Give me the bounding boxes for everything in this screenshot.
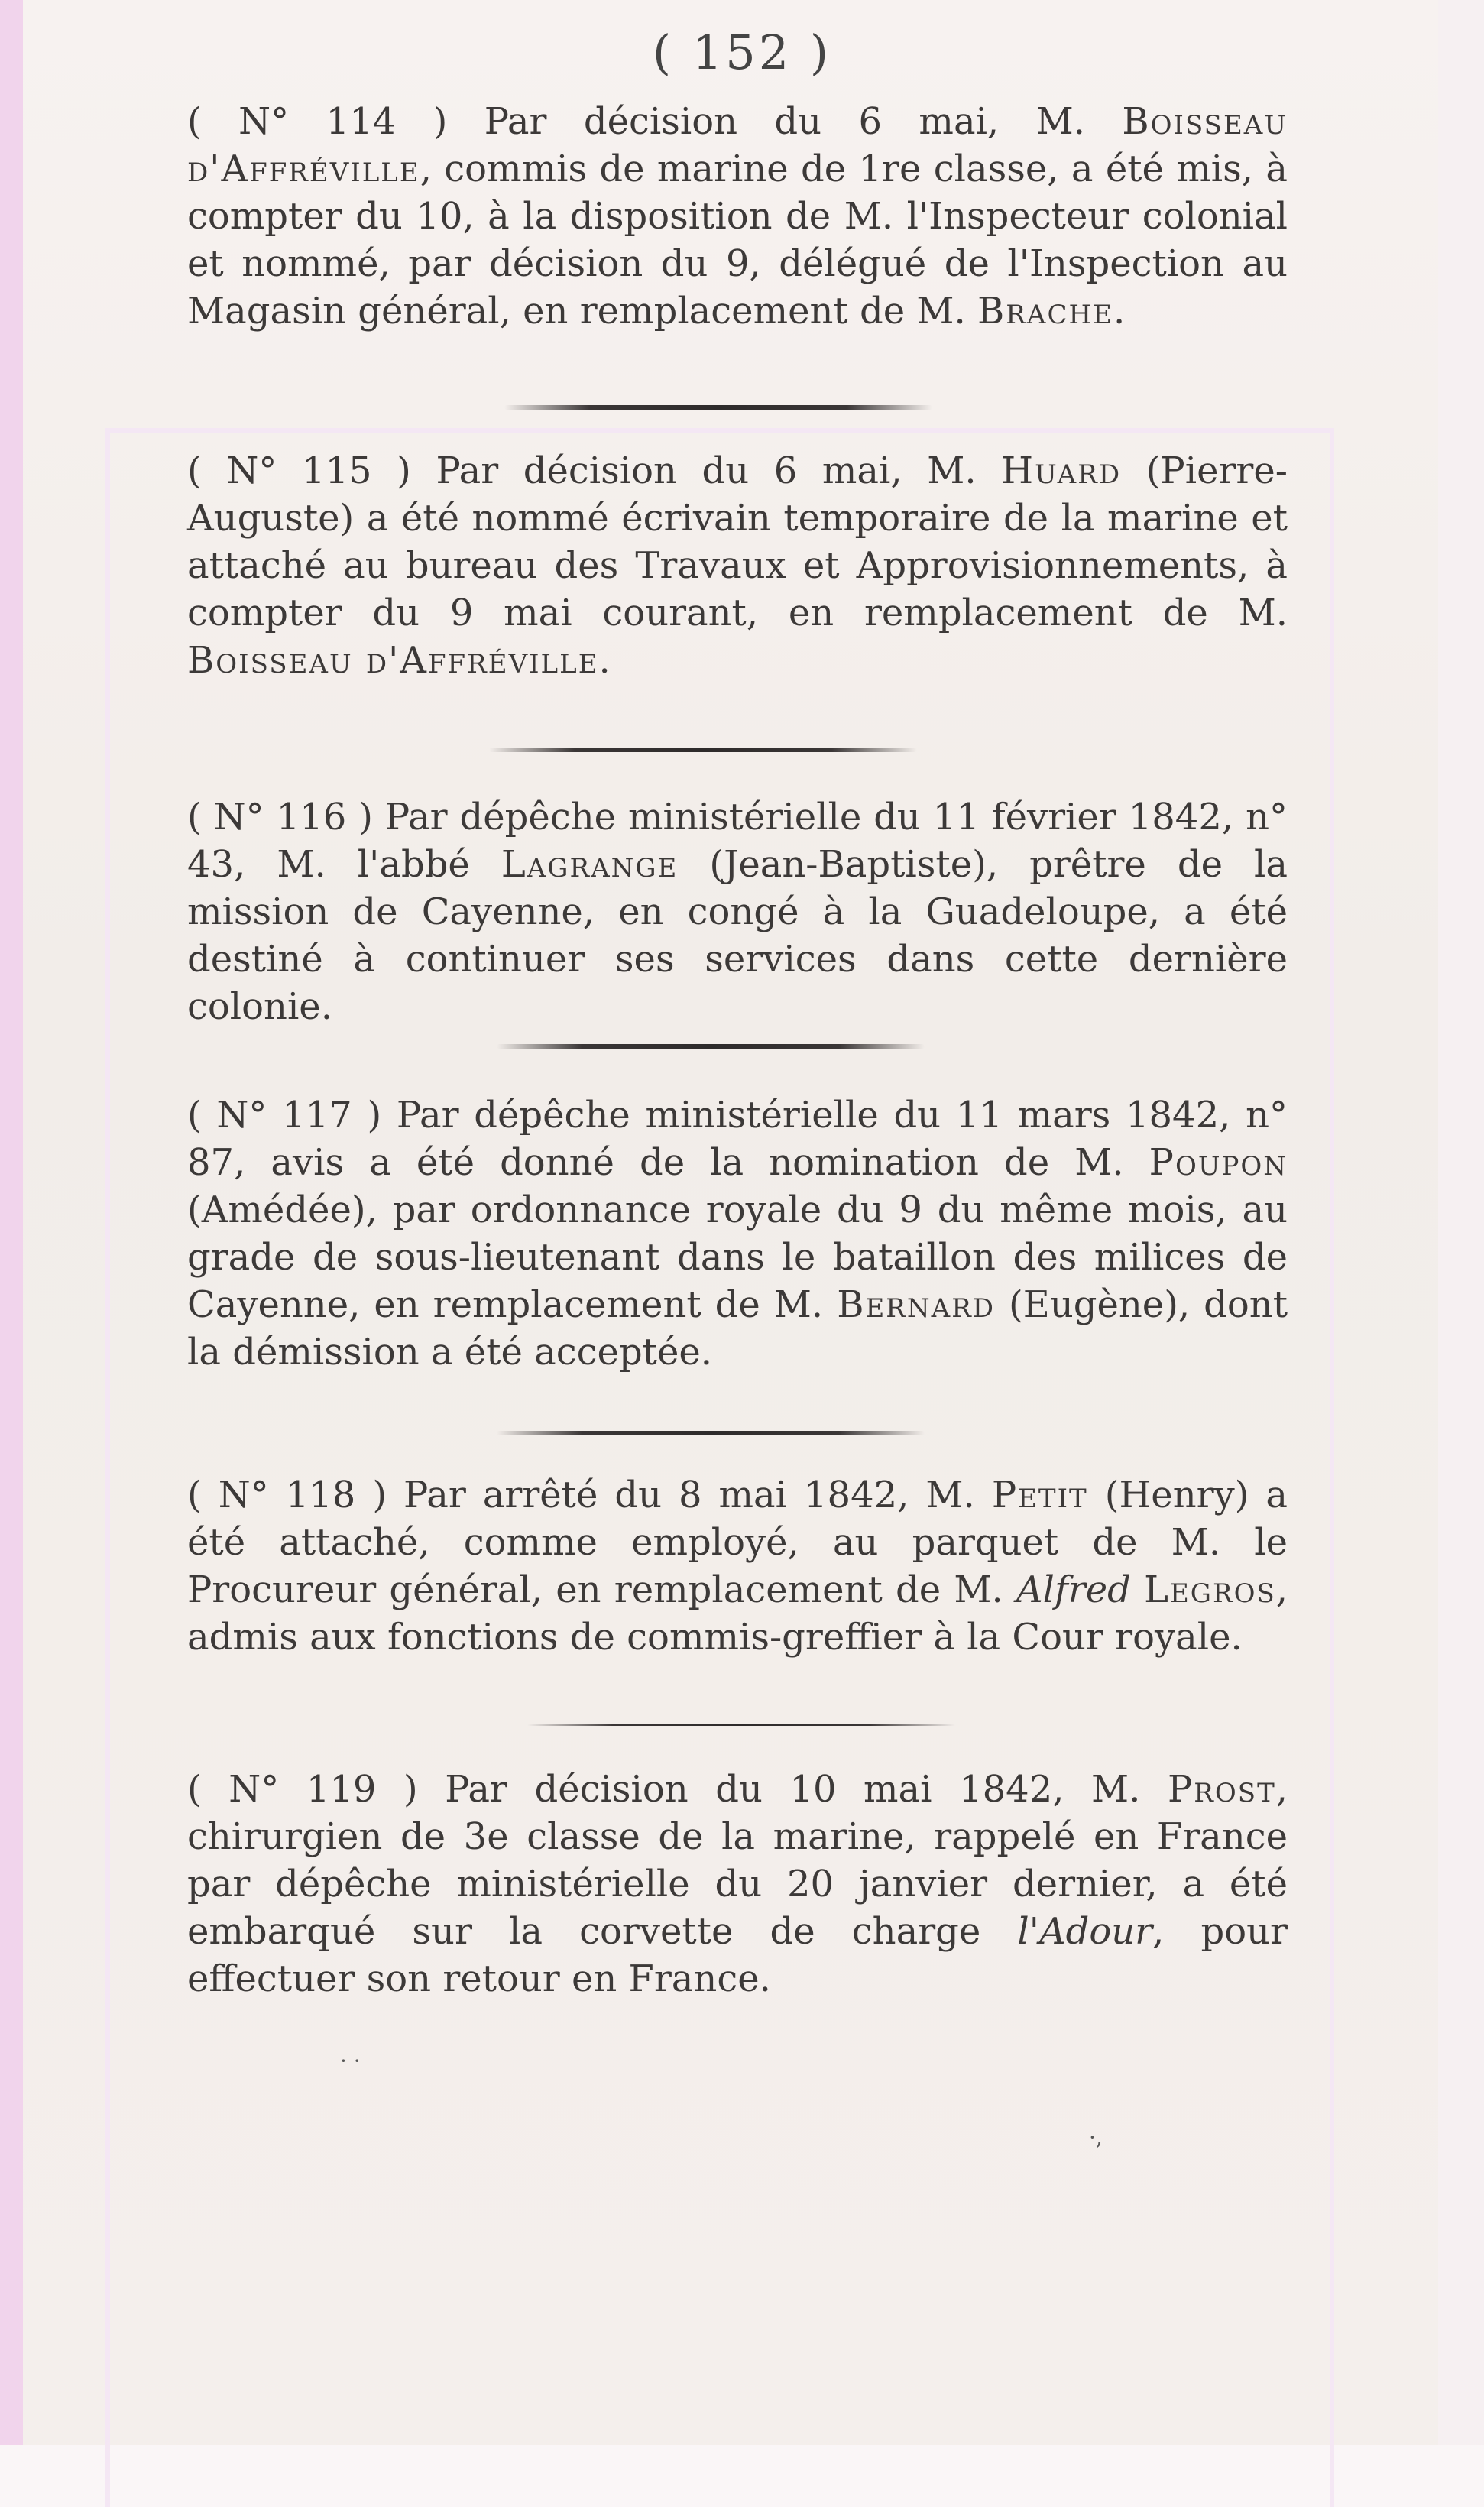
entry-number: ( N° 115 ) — [187, 449, 411, 492]
entry-number: ( N° 116 ) — [187, 796, 373, 838]
entry-text — [187, 1471, 1288, 1661]
ink-speck: · · — [340, 2048, 361, 2074]
entry-number: ( N° 119 ) — [187, 1768, 418, 1811]
person-name: Lagrange — [501, 843, 679, 886]
person-name: Prost — [1168, 1768, 1276, 1811]
entry-number: ( N° 118 ) — [187, 1474, 387, 1516]
person-name: Brache — [977, 290, 1113, 332]
person-name: Huard — [1001, 449, 1122, 492]
entry-segment: , pour effectuer son retour en France. — [187, 1910, 1288, 2000]
scan-frame — [105, 428, 1334, 2507]
person-name: Petit — [991, 1474, 1088, 1516]
italic-text: Alfred — [1016, 1568, 1131, 1611]
entry-text — [187, 98, 1288, 335]
entry-text — [187, 447, 1288, 684]
entry-text — [187, 1091, 1288, 1376]
scan-margin-right — [1438, 0, 1484, 2445]
person-name: Bernard — [837, 1283, 996, 1326]
entry-segment: Par arrêté du 8 mai 1842, M. — [387, 1474, 992, 1516]
entry-number: ( N° 114 ) — [187, 100, 448, 143]
entry-segment: Par décision du 10 mai 1842, M. — [417, 1768, 1168, 1811]
entry-116 — [187, 793, 1288, 1030]
entry-segment: Par dépêche ministérielle du 11 février 1842, n° 43, M. l'abbé — [187, 796, 1288, 886]
entry-115 — [187, 447, 1288, 684]
separator-rule — [497, 1044, 925, 1049]
entry-segment: Par dépêche ministérielle du 11 mars 1842, n° 87, avis a été donné de la nomination de M. — [187, 1094, 1288, 1184]
entry-114 — [187, 98, 1288, 335]
entry-segment: . — [598, 639, 611, 682]
entry-117 — [187, 1091, 1288, 1376]
separator-rule — [489, 748, 917, 752]
entry-segment: . — [1113, 290, 1126, 332]
page-number: ( 152 ) — [652, 24, 832, 80]
entry-segment: , admis aux fonctions de commis-greffier à la Cour royale. — [187, 1568, 1288, 1659]
italic-text: l'Adour — [1017, 1910, 1153, 1953]
entry-119 — [187, 1766, 1288, 2003]
entry-118 — [187, 1471, 1288, 1661]
entry-segment — [1131, 1568, 1144, 1611]
entry-segment: , chirurgien de 3e classe de la marine, rappelé en France par dépêche ministérielle du 20 janvier dernier, a été embarqué sur la corvette de charge — [187, 1768, 1288, 1953]
entry-segment: , commis de marine de 1re classe, a été mis, à compter du 10, à la disposition de M. l'Inspecteur colonial et nommé, par décision du 9, délégué de l'Inspection au Magasin général, en remplacement de M. — [187, 148, 1288, 332]
person-name: Poupon — [1149, 1141, 1288, 1184]
person-name: Legros — [1144, 1568, 1276, 1611]
entry-text — [187, 1766, 1288, 2003]
person-name: Boisseau d'Affréville — [187, 639, 599, 682]
separator-rule — [504, 405, 932, 410]
scan-margin-left — [0, 0, 23, 2445]
entry-segment: (Henry) a été attaché, comme employé, au parquet de M. le Procureur général, en remplacement de M. — [187, 1474, 1288, 1611]
entry-text — [187, 793, 1288, 1030]
entry-segment: Par décision du 6 mai, M. — [410, 449, 1002, 492]
entry-segment: (Eugène), dont la démission a été acceptée. — [187, 1283, 1288, 1373]
entry-segment: (Amédée), par ordonnance royale du 9 du même mois, au grade de sous-lieutenant dans le bataillon des milices de Cayenne, en remplacement de M. — [187, 1189, 1288, 1326]
entry-number: ( N° 117 ) — [187, 1094, 382, 1137]
entry-segment: (Pierre-Auguste) a été nommé écrivain temporaire de la marine et attaché au bureau des Travaux et Approvisionnements, à compter du 9 mai courant, en remplacement de M. — [187, 449, 1288, 634]
person-name: Boisseau d'Affréville — [187, 100, 1288, 190]
entry-segment: (Jean-Baptiste), prêtre de la mission de Cayenne, en congé à la Guadeloupe, a été destiné à continuer ses services dans cette dernière colonie. — [187, 843, 1288, 1028]
separator-rule — [497, 1431, 925, 1435]
ink-speck: ·, — [1089, 2125, 1103, 2150]
entry-segment: Par décision du 6 mai, M. — [447, 100, 1123, 143]
separator-rule — [527, 1724, 955, 1726]
